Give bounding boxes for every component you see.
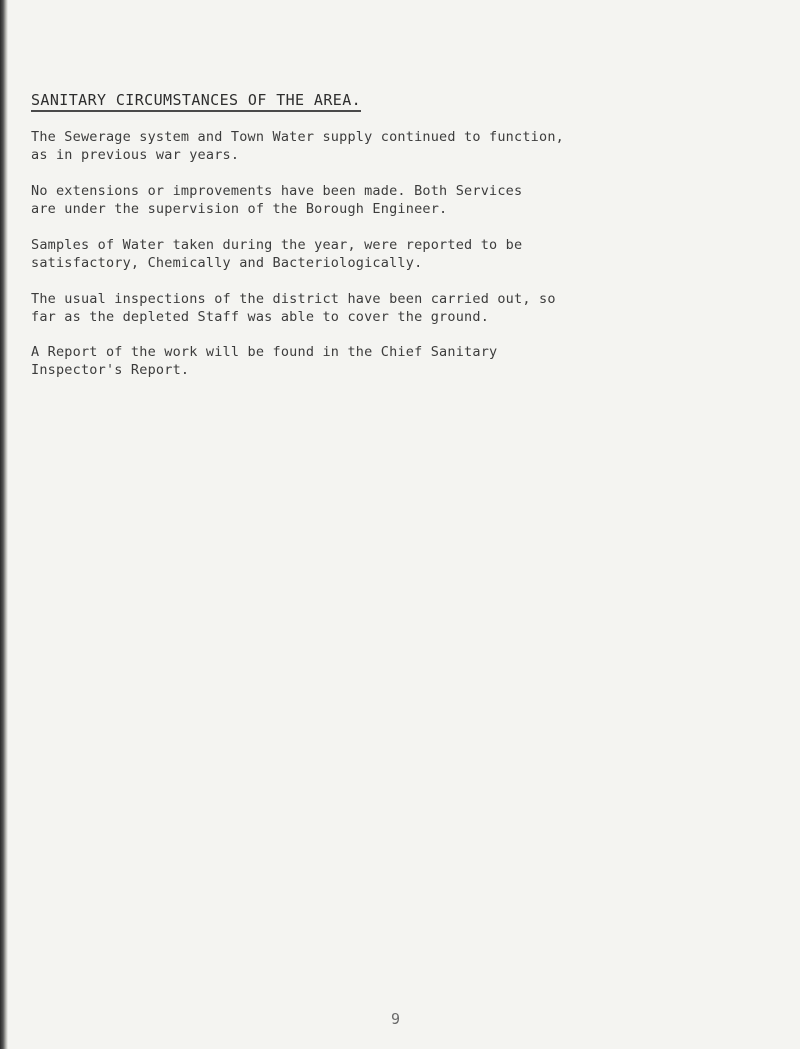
paragraph-line: satisfactory, Chemically and Bacteriologically. <box>31 255 423 271</box>
paragraph-line: The Sewerage system and Town Water supply continued to function, <box>31 129 564 145</box>
page-number: 9 <box>391 1010 401 1028</box>
paragraph-line: far as the depleted Staff was able to cover the ground. <box>31 309 490 325</box>
paragraph-line: No extensions or improvements have been made. Both Services <box>31 183 523 199</box>
section-heading: SANITARY CIRCUMSTANCES OF THE AREA. <box>31 91 361 112</box>
paragraph-line: Inspector's Report. <box>31 362 190 378</box>
page-binding-edge <box>0 0 8 1049</box>
paragraph-line: as in previous war years. <box>31 147 240 163</box>
paragraph-line: The usual inspections of the district have been carried out, so <box>31 291 556 307</box>
paragraph-sewerage <box>31 128 771 164</box>
paragraph-water-samples <box>31 236 771 272</box>
paragraph-line: Samples of Water taken during the year, were reported to be <box>31 237 523 253</box>
paragraph-report-reference <box>31 343 771 379</box>
paragraph-extensions <box>31 182 771 218</box>
paragraph-line: are under the supervision of the Borough Engineer. <box>31 201 448 217</box>
paragraph-line: A Report of the work will be found in the Chief Sanitary <box>31 344 498 360</box>
paragraph-inspections <box>31 290 771 326</box>
